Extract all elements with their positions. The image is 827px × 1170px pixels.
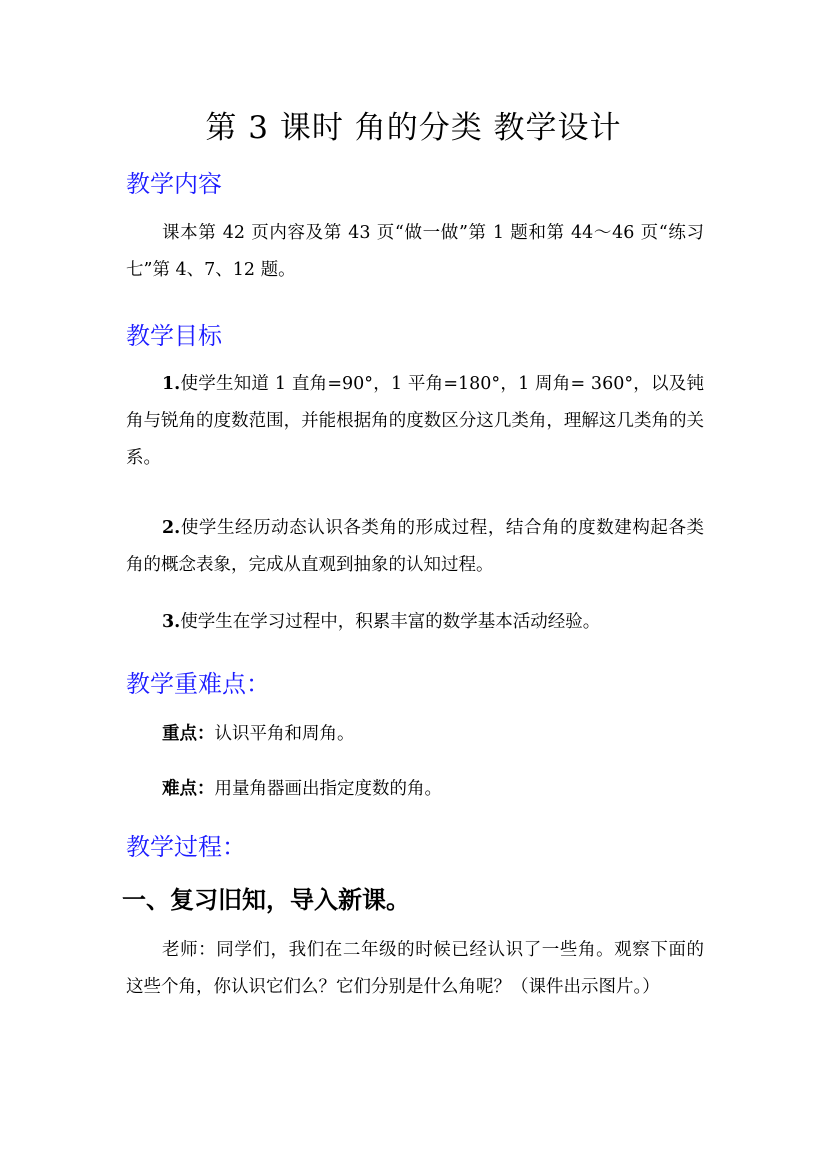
- difficulty-text: 用量角器画出指定度数的角。: [214, 779, 442, 799]
- objective-item-2: [126, 510, 704, 584]
- objective-text: 使学生经历动态认识各类角的形成过程，结合角的度数建构起各类角的概念表象，完成从直观到抽象的认知过程。: [126, 518, 704, 575]
- step-1-title: 一、复习旧知，导入新课。: [122, 885, 410, 914]
- objective-item-3: [126, 604, 704, 641]
- heading-key-points: 教学重难点：: [126, 670, 270, 698]
- focus-label: 重点：: [162, 724, 215, 744]
- objective-text: 使学生知道 1 直角=90°，1 平角=180°，1 周角= 360°，以及钝角与锐角的度数范围，并能根据角的度数区分这几类角，理解这几类角的关系。: [126, 374, 704, 468]
- document-title: 第 3 课时 角的分类 教学设计: [205, 110, 622, 146]
- paragraph-teaching-content: 课本第 42 页内容及第 43 页“做一做”第 1 题和第 44～46 页“练习七”第 4、7、12 题。: [126, 223, 704, 280]
- difficulty-label: 难点：: [162, 779, 215, 799]
- objective-number: 3.: [162, 612, 181, 632]
- objective-number: 2.: [162, 518, 181, 538]
- focus-text: 认识平角和周角。: [214, 724, 355, 744]
- objective-number: 1.: [162, 374, 181, 394]
- difficulty-line: [162, 775, 442, 800]
- heading-teaching-objectives: 教学目标: [126, 322, 222, 350]
- heading-teaching-process: 教学过程：: [126, 833, 246, 861]
- objective-text: 使学生在学习过程中，积累丰富的数学基本活动经验。: [180, 612, 601, 632]
- objective-item-1: [126, 366, 704, 477]
- focus-line: [162, 720, 355, 745]
- step-1-paragraph: 老师：同学们，我们在二年级的时候已经认识了一些角。观察下面的这些个角，你认识它们么？它们分别是什么角呢？（课件出示图片。）: [126, 940, 704, 997]
- heading-teaching-content: 教学内容: [126, 170, 222, 198]
